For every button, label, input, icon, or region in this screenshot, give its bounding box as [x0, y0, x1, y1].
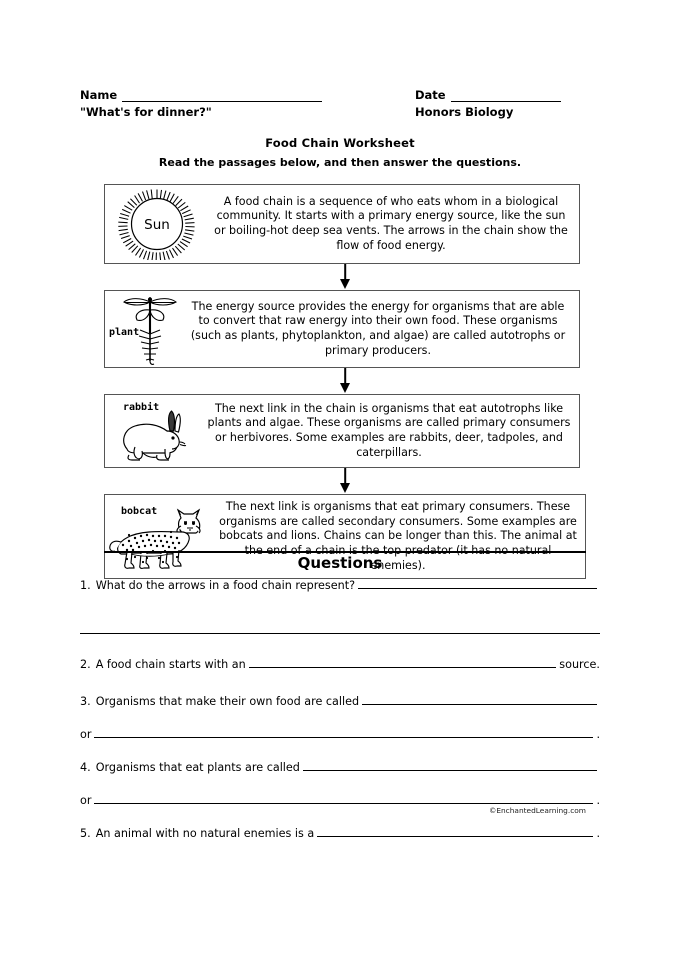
- plant-illustration: [105, 291, 183, 367]
- answer-line[interactable]: [317, 825, 593, 837]
- answer-line[interactable]: [80, 622, 600, 634]
- question-item-2: [80, 656, 600, 671]
- rabbit-icon: [107, 397, 203, 465]
- spacer: [80, 634, 600, 656]
- spacer: [80, 708, 600, 726]
- answer-line[interactable]: [303, 759, 597, 771]
- question-tail: .: [596, 794, 600, 807]
- arrow-head-icon: [340, 383, 350, 393]
- question-text: What do the arrows in a food chain represent?: [95, 579, 356, 592]
- answer-line[interactable]: [358, 577, 597, 589]
- sun-icon: [114, 188, 200, 260]
- question-item-3-alt: [80, 726, 600, 741]
- question-item-4: [80, 759, 600, 774]
- question-item-1: [80, 577, 600, 592]
- worksheet-quote: "What's for dinner?": [80, 105, 212, 119]
- spacer: [80, 741, 600, 759]
- question-item-5: [80, 825, 600, 840]
- flow-arrow-1: [104, 264, 586, 290]
- arrow-head-icon: [340, 483, 350, 493]
- course-name: Honors Biology: [415, 105, 514, 119]
- plant-label: plant: [109, 327, 140, 338]
- arrow-head-icon: [340, 279, 350, 289]
- spacer: [80, 592, 600, 622]
- flow-step-rabbit: [104, 394, 580, 468]
- question-tail: .: [596, 728, 600, 741]
- bobcat-label: bobcat: [121, 505, 158, 517]
- header-row-secondary: [80, 105, 600, 119]
- flow-arrow-3: [104, 468, 586, 494]
- question-number: 2.: [80, 658, 91, 671]
- answer-line[interactable]: [362, 693, 597, 705]
- sun-label: Sun: [144, 217, 170, 233]
- name-field-group: [80, 88, 410, 102]
- question-number: 3.: [80, 695, 91, 708]
- passage-text-sun: A food chain is a sequence of who eats whom in a biological community. It starts with a primary energy source, like the sun or boiling-hot deep sea vents. The arrows in the chain show the flow of food energy.: [214, 194, 568, 252]
- answer-line[interactable]: [94, 726, 593, 738]
- question-item-1-continuation: [80, 622, 600, 634]
- question-number: 1.: [80, 579, 91, 592]
- question-text: or: [80, 728, 92, 741]
- spacer: [80, 774, 600, 792]
- passage-text-plant: The energy source provides the energy for organisms that are able to convert that raw energy into their own food. These organisms (such as plants, phytoplankton, and algae) are called autotrophs or primary producers.: [190, 299, 566, 357]
- passage-text-bobcat: The next link is organisms that eat primary consumers. These organisms are called secondary consumers. Some examples are bobcats and lions. Chains can be longer than this. The animal at the end of a chain is the top predator (it has no natural enemies).: [219, 500, 577, 572]
- question-text: Organisms that make their own food are called: [95, 695, 360, 708]
- passage-text-rabbit: The next link in the chain is organisms that eat autotrophs like plants and algae. These organisms are called primary consumers or herbivores. Some examples are rabbits, deer, tadpoles, and caterpillars.: [207, 401, 571, 459]
- answer-line[interactable]: [94, 792, 593, 804]
- question-text: An animal with no natural enemies is a: [95, 827, 315, 840]
- question-number: 4.: [80, 761, 91, 774]
- date-label: Date: [415, 88, 446, 102]
- flow-step-sun: [104, 184, 580, 264]
- title-block: [80, 136, 600, 169]
- rabbit-label: rabbit: [123, 402, 160, 413]
- date-input-line[interactable]: [451, 90, 561, 102]
- header-row-primary: [80, 88, 600, 102]
- question-text: or: [80, 794, 92, 807]
- page-subtitle: Read the passages below, and then answer the questions.: [158, 156, 522, 169]
- date-field-group: [415, 88, 600, 102]
- spacer: [80, 671, 600, 693]
- question-tail: source.: [559, 658, 600, 671]
- name-input-line[interactable]: [122, 90, 322, 102]
- flow-step-plant: [104, 290, 580, 368]
- questions-divider: [104, 551, 586, 553]
- question-tail: .: [596, 827, 600, 840]
- questions-list: [80, 577, 600, 840]
- question-text: A food chain starts with an: [95, 658, 246, 671]
- question-item-3: [80, 693, 600, 708]
- page-title: Food Chain Worksheet: [265, 136, 415, 150]
- copyright-notice: ©EnchantedLearning.com: [488, 806, 586, 815]
- question-number: 5.: [80, 827, 91, 840]
- question-text: Organisms that eat plants are called: [95, 761, 300, 774]
- answer-line[interactable]: [249, 656, 557, 668]
- sun-illustration: [105, 185, 209, 263]
- flow-arrow-2: [104, 368, 586, 394]
- worksheet-header: [80, 88, 600, 119]
- questions-heading: Questions: [297, 554, 383, 572]
- plant-icon: [107, 293, 181, 365]
- question-item-4-alt: [80, 792, 600, 807]
- rabbit-illustration: [105, 395, 205, 467]
- name-label: Name: [80, 88, 118, 102]
- food-chain-flow: [104, 184, 586, 579]
